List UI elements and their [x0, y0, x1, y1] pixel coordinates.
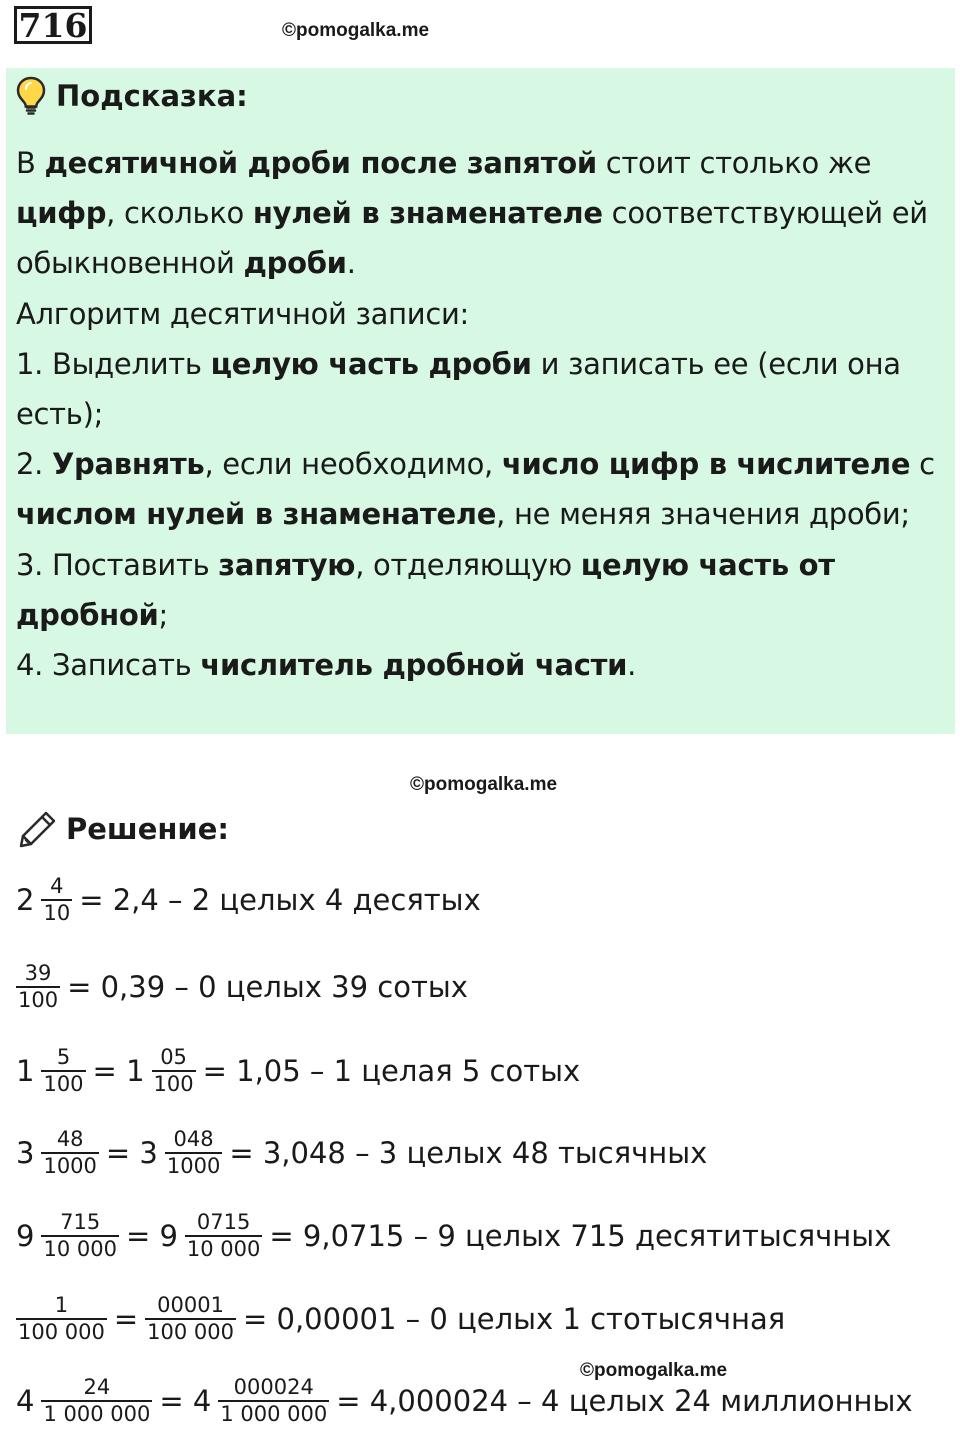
hint-paragraph — [16, 138, 946, 289]
hint-text-run: 1. Выделить — [16, 346, 211, 381]
hint-text-run: В — [16, 146, 45, 180]
fraction-numerator: 00001 — [157, 1293, 224, 1317]
hint-paragraph — [16, 540, 946, 640]
fraction — [41, 1127, 98, 1179]
expression-text: = 0,00001 – 0 целых 1 стотысячная — [243, 1302, 786, 1336]
hint-text-run: с — [910, 447, 935, 482]
solution-row — [16, 1127, 707, 1179]
bold-term: Уравнять — [52, 447, 205, 482]
fraction-denominator: 10 000 — [43, 1237, 117, 1261]
solution-header — [18, 806, 229, 852]
fraction-numerator: 0715 — [196, 1210, 251, 1234]
hint-text-run: стоит столько же — [596, 146, 872, 180]
fraction — [218, 1375, 329, 1427]
hint-text-run: , если необходимо, — [204, 447, 502, 482]
hint-text-run: , не меняя значения дроби; — [496, 497, 910, 532]
fraction-numerator: 39 — [24, 961, 52, 985]
expression-text: = 3 — [105, 1136, 158, 1170]
fraction-denominator: 1000 — [166, 1154, 221, 1178]
hint-text-run: . — [346, 246, 356, 281]
task-number: 716 — [14, 6, 92, 44]
expression-text: 4 — [16, 1384, 35, 1418]
expression-text: = 9 — [125, 1219, 178, 1253]
fraction-numerator: 048 — [173, 1127, 214, 1151]
hint-text-run: , сколько — [106, 196, 253, 231]
watermark-middle: ©pomogalka.me — [410, 774, 558, 795]
fraction-numerator: 05 — [160, 1045, 187, 1069]
expression-text: 1 — [16, 1054, 35, 1088]
solution-row — [16, 1293, 785, 1345]
hint-paragraph — [16, 439, 946, 539]
pencil-icon — [18, 809, 58, 849]
fraction — [41, 874, 72, 926]
bold-term: число цифр в числителе — [501, 447, 911, 482]
watermark-bottom: ©pomogalka.me — [580, 1360, 728, 1381]
hint-text-run: ; — [158, 597, 169, 632]
fraction-numerator: 715 — [60, 1210, 101, 1234]
hint-paragraph — [16, 640, 946, 690]
bold-term: целую часть дроби — [210, 346, 532, 381]
expression-text: = 1,05 – 1 целая 5 сотых — [202, 1054, 581, 1088]
fraction-denominator: 100 000 — [18, 1320, 105, 1344]
fraction-numerator: 000024 — [233, 1375, 314, 1399]
fraction-numerator: 5 — [56, 1045, 71, 1069]
fraction-denominator: 100 000 — [147, 1320, 234, 1344]
fraction — [145, 1293, 236, 1345]
expression-text: = 1 — [92, 1054, 145, 1088]
hint-text-run: . — [627, 648, 637, 683]
bold-term: десятичной дроби после запятой — [44, 146, 597, 180]
watermark-top: ©pomogalka.me — [282, 20, 430, 41]
solution-row — [16, 1375, 913, 1427]
fraction-denominator: 1 000 000 — [43, 1402, 151, 1426]
bold-term: числом нулей в знаменателе — [16, 497, 497, 532]
fraction — [41, 1210, 118, 1262]
bold-term: числитель дробной части — [200, 648, 628, 683]
fraction-denominator: 10 — [43, 901, 71, 925]
hint-text-run: Алгоритм десятичной записи: — [16, 296, 469, 331]
bold-term: нулей в знаменателе — [252, 196, 603, 231]
expression-text: = 3,048 – 3 целых 48 тысячных — [229, 1136, 708, 1170]
expression-text: = 2,4 – 2 целых 4 десятых — [79, 883, 481, 917]
solution-row — [16, 1045, 580, 1097]
fraction — [16, 1293, 107, 1345]
hint-text-run: и записать ее (если она есть); — [16, 346, 901, 432]
bold-term: цифр — [16, 196, 107, 231]
fraction-numerator: 48 — [56, 1127, 84, 1151]
expression-text: = 0,39 – 0 целых 39 сотых — [67, 970, 468, 1004]
fraction — [185, 1210, 262, 1262]
fraction — [152, 1045, 196, 1097]
solution-row — [16, 1210, 891, 1262]
hint-paragraph — [16, 339, 946, 439]
expression-text: 3 — [16, 1136, 35, 1170]
bold-term: дроби — [243, 246, 347, 281]
hint-text-run: , отделяющую — [355, 547, 581, 582]
lightbulb-icon — [16, 76, 46, 116]
fraction-denominator: 100 — [153, 1072, 194, 1096]
hint-text-run: 4. Записать — [16, 648, 201, 683]
solution-row — [16, 961, 468, 1013]
fraction-denominator: 1 000 000 — [220, 1402, 328, 1426]
solution-title: Решение: — [66, 812, 230, 846]
fraction-numerator: 4 — [50, 874, 64, 898]
hint-paragraph — [16, 289, 946, 339]
expression-text: 2 — [16, 883, 35, 917]
expression-text: = — [113, 1302, 139, 1336]
bold-term: запятую — [218, 547, 356, 582]
hint-text-run: 2. — [16, 447, 52, 482]
hint-text-run: 3. Поставить — [16, 547, 219, 582]
fraction-denominator: 100 — [18, 988, 59, 1012]
fraction — [16, 961, 60, 1013]
fraction — [41, 1375, 152, 1427]
hint-title: Подсказка: — [56, 79, 248, 113]
fraction-numerator: 1 — [54, 1293, 69, 1317]
solution-row — [16, 874, 481, 926]
expression-text: 9 — [16, 1219, 35, 1253]
hint-text-run: соответствующей ей обыкновенной — [16, 196, 928, 281]
fraction-denominator: 10 000 — [186, 1237, 261, 1261]
expression-text: = 4 — [159, 1384, 212, 1418]
fraction — [165, 1127, 222, 1179]
hint-header — [16, 74, 248, 118]
fraction-denominator: 100 — [43, 1072, 84, 1096]
fraction — [41, 1045, 85, 1097]
expression-text: = 4,000024 – 4 целых 24 миллионных — [336, 1384, 913, 1418]
fraction-numerator: 24 — [83, 1375, 111, 1399]
bold-term: целую часть от дробной — [16, 547, 835, 632]
expression-text: = 9,0715 – 9 целых 715 десятитысячных — [269, 1219, 892, 1253]
fraction-denominator: 1000 — [43, 1154, 97, 1178]
hint-text — [16, 138, 946, 690]
